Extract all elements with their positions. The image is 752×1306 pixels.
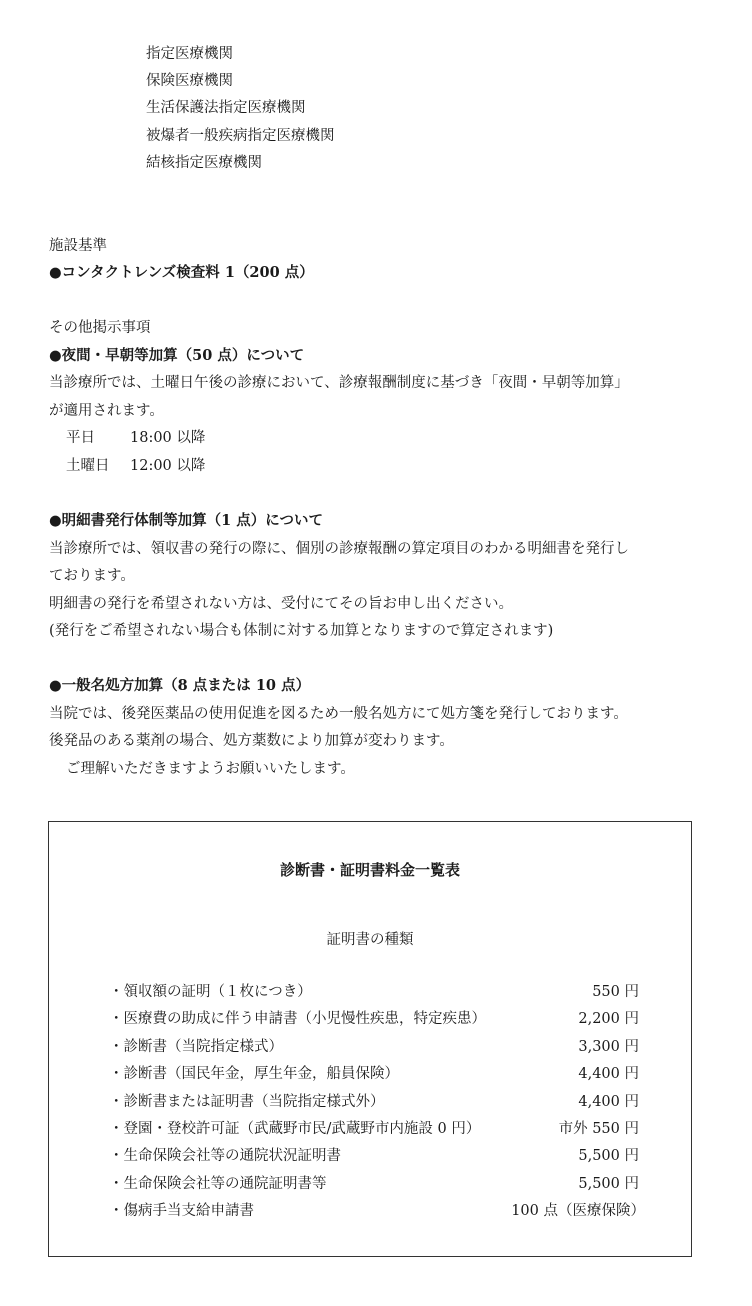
institution-item: 生活保護法指定医療機関 (146, 100, 306, 116)
generic-title: ●一般名処方加算（8 点または 10 点） (49, 677, 311, 694)
schedule-time: 18:00 以降 (130, 430, 206, 446)
fee-price: 550 円 (592, 984, 639, 1000)
fee-row (109, 1064, 639, 1091)
fee-price: 4,400 円 (578, 1066, 639, 1083)
facility-heading: 施設基準 (49, 238, 107, 254)
other-heading: その他掲示事項 (49, 320, 151, 336)
institution-item: 結核指定医療機関 (146, 155, 262, 171)
statement-text: 当診療所では、領収書の発行の際に、個別の診療報酬の算定項目のわかる明細書を発行し (49, 541, 629, 557)
fee-name: ・生命保険会社等の通院証明書等 (109, 1175, 327, 1192)
institution-item: 被爆者一般疾病指定医療機関 (146, 128, 335, 144)
fee-price: 市外 550 円 (558, 1120, 639, 1137)
schedule-day: 土曜日 (66, 458, 110, 474)
fee-price: 3,300 円 (578, 1038, 639, 1055)
fee-name: ・登園・登校許可証（武蔵野市民/武蔵野市内施設 0 円） (109, 1120, 481, 1137)
institution-item: 指定医療機関 (146, 46, 233, 62)
fee-name: ・診断書（当院指定様式） (109, 1038, 283, 1055)
night-text: 当診療所では、土曜日午後の診療において、診療報酬制度に基づき「夜間・早朝等加算」 (49, 375, 629, 391)
fee-price: 5,500 円 (578, 1148, 639, 1165)
fee-price: 4,400 円 (578, 1093, 639, 1110)
fee-table-box (48, 821, 692, 1257)
fee-row (109, 1174, 639, 1201)
statement-text: 明細書の発行を希望されない方は、受付にてその旨お申し出ください。 (49, 596, 513, 612)
fee-row (109, 1037, 639, 1064)
statement-title: ●明細書発行体制等加算（1 点）について (49, 512, 323, 529)
fee-table-subtitle: 証明書の種類 (326, 932, 414, 948)
fee-table-title: 診断書・証明書料金一覧表 (279, 861, 460, 879)
facility-item: ●コンタクトレンズ検査料 1（200 点） (49, 264, 314, 281)
fee-row (109, 1201, 645, 1228)
generic-text: 当院では、後発医薬品の使用促進を図るため一般名処方にて処方箋を発行しております。 (49, 706, 628, 722)
institution-item: 保険医療機関 (146, 73, 233, 89)
schedule-time: 12:00 以降 (130, 458, 206, 474)
generic-text: ご理解いただきますようお願いいたします。 (66, 761, 355, 777)
fee-name: ・領収額の証明（１枚につき） (109, 984, 312, 1000)
fee-name: ・医療費の助成に伴う申請書（小児慢性疾患，特定疾患） (109, 1011, 486, 1028)
fee-price: 100 点（医療保険） (511, 1203, 645, 1220)
fee-name: ・診断書または証明書（当院指定様式外） (109, 1093, 385, 1110)
fee-row (109, 1119, 639, 1146)
fee-price: 2,200 円 (578, 1011, 639, 1028)
fee-name: ・診断書（国民年金，厚生年金，船員保険） (109, 1066, 399, 1083)
fee-row (109, 1092, 639, 1119)
fee-row (109, 1009, 639, 1036)
statement-text: (発行をご希望されない場合も体制に対する加算となりますので算定されます) (49, 623, 554, 639)
fee-name: ・生命保険会社等の通院状況証明書 (109, 1148, 341, 1165)
schedule-day: 平日 (66, 430, 95, 446)
night-title: ●夜間・早朝等加算（50 点）について (49, 347, 305, 364)
fee-name: ・傷病手当支給申請書 (109, 1203, 254, 1220)
statement-text: ております。 (49, 568, 135, 584)
night-text: が適用されます。 (49, 403, 164, 419)
fee-row (109, 1146, 639, 1173)
fee-price: 5,500 円 (578, 1175, 639, 1192)
fee-row (109, 982, 639, 1009)
generic-text: 後発品のある薬剤の場合、処方薬数により加算が変わります。 (49, 733, 454, 749)
fee-list (109, 982, 645, 1229)
